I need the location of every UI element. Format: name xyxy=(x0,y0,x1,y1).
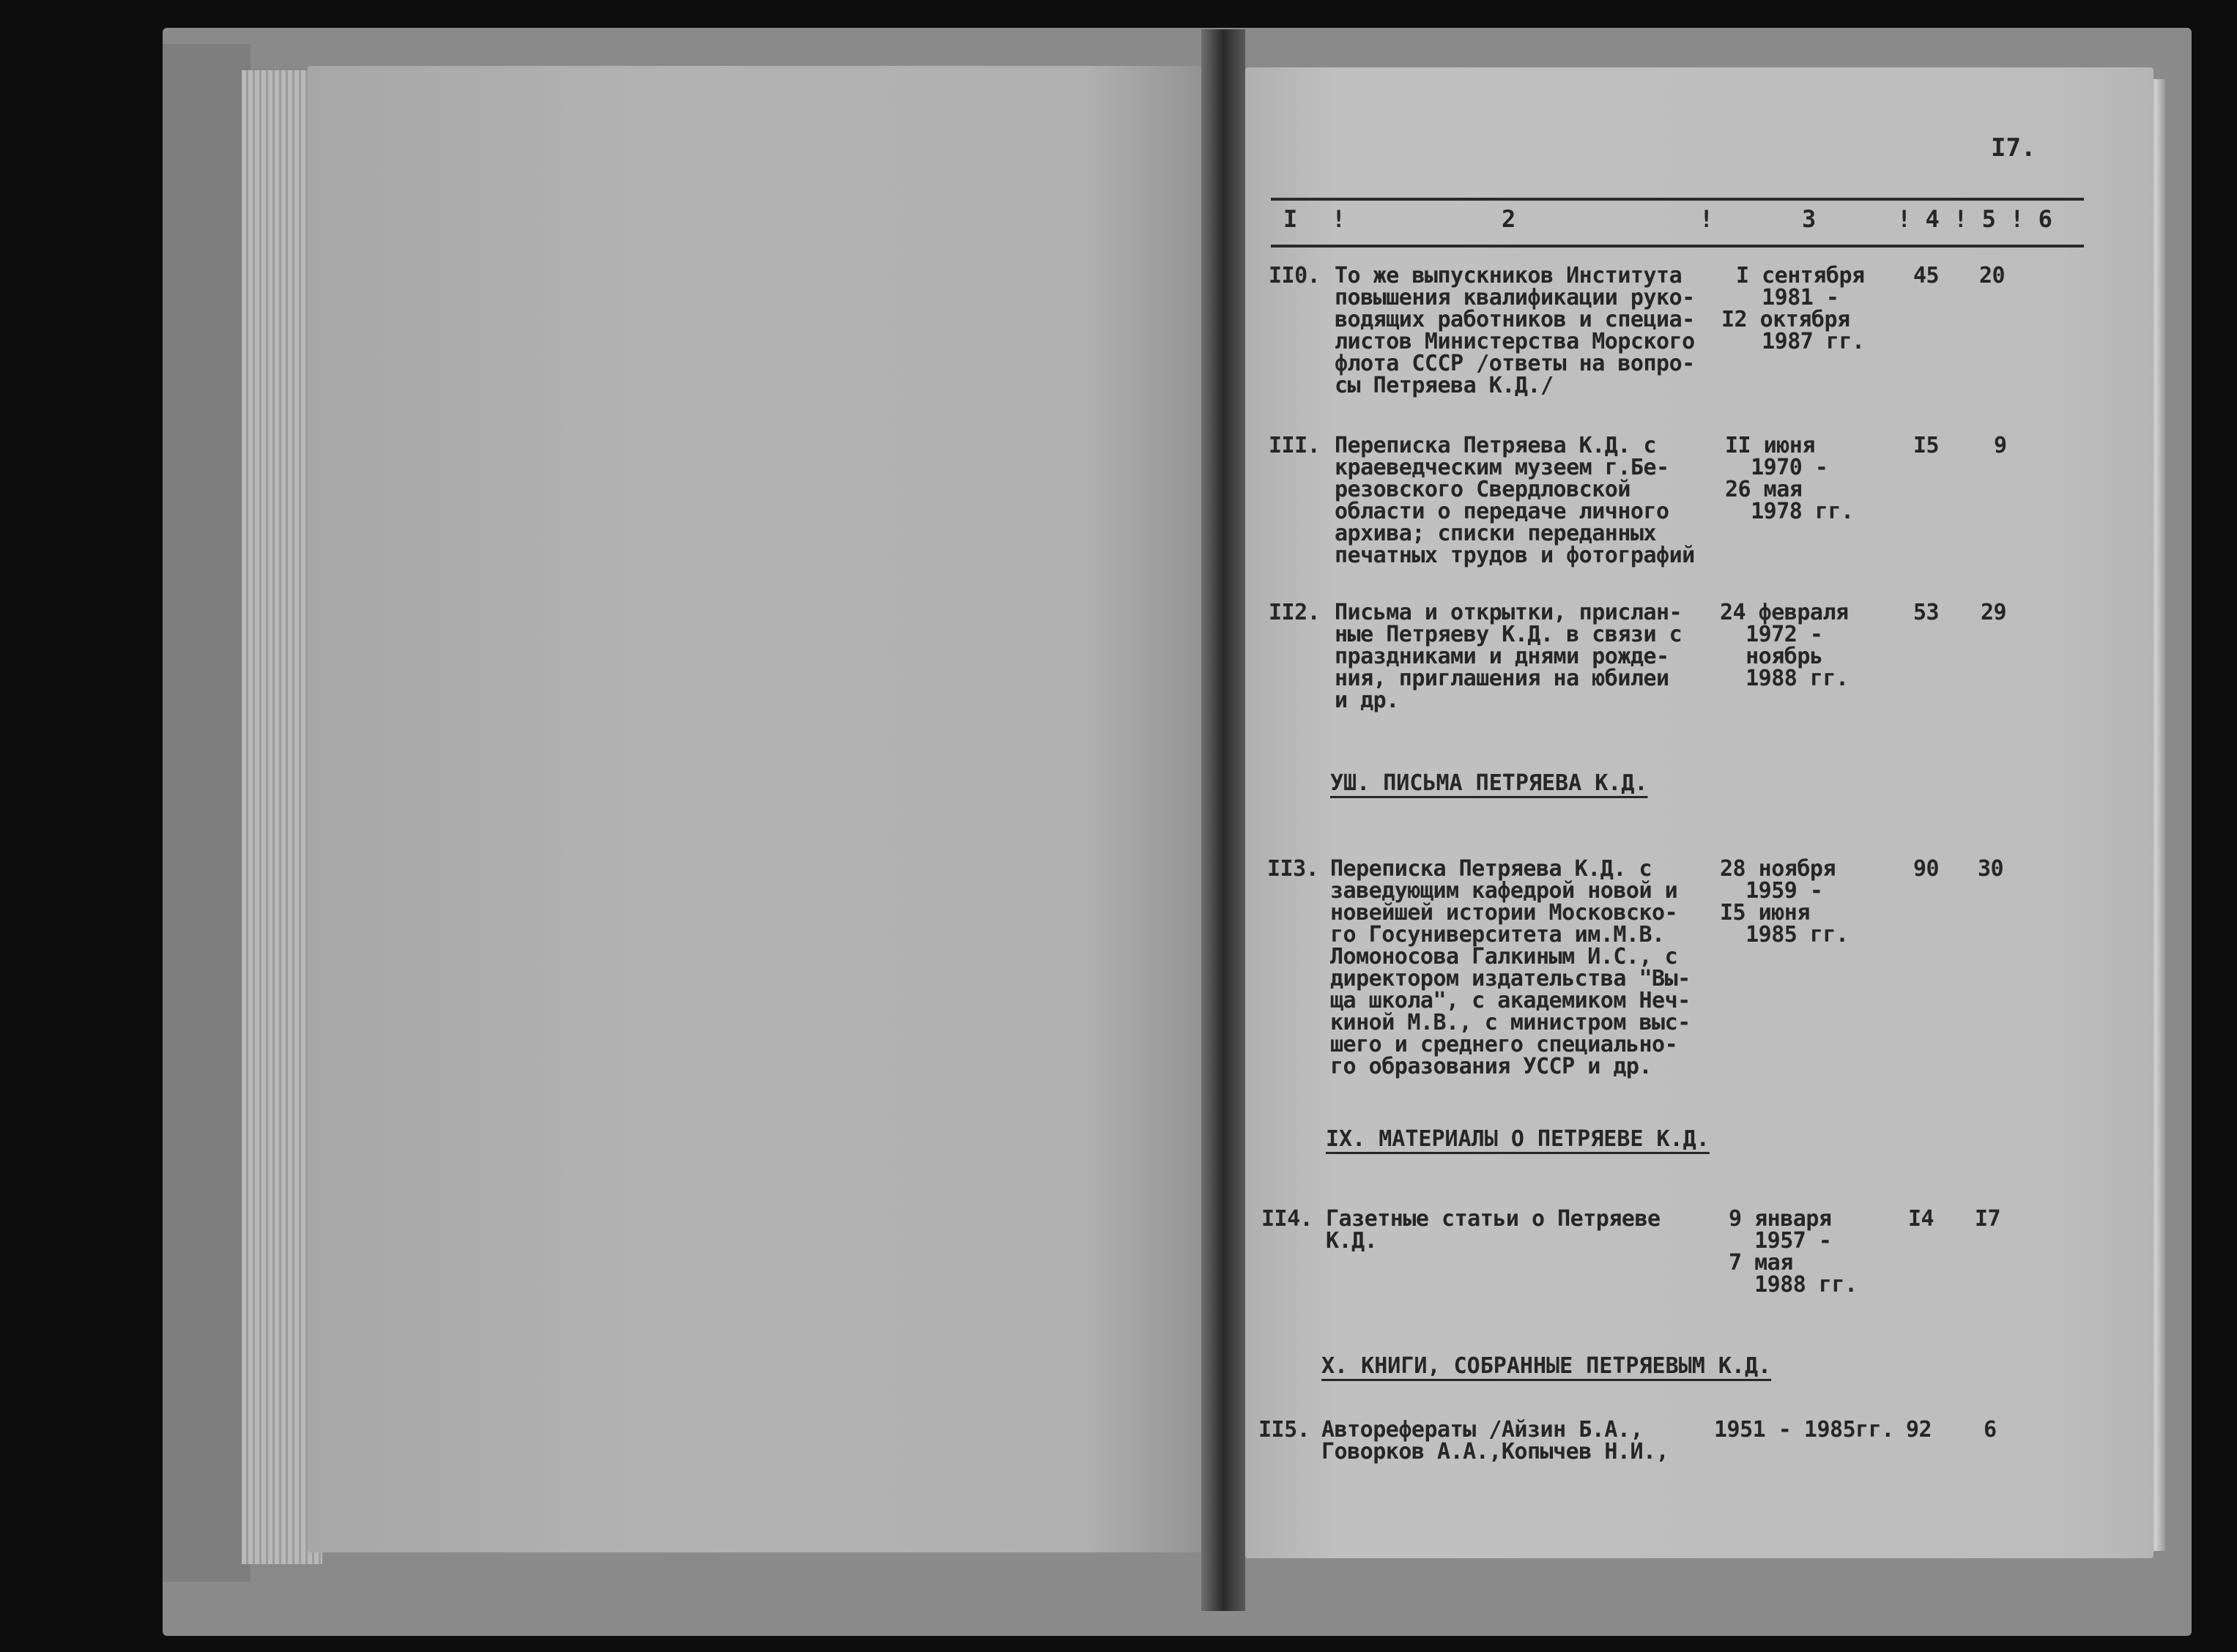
entry-col-4: 92 xyxy=(1906,1417,1932,1443)
entry-col-4: 45 xyxy=(1913,263,1940,289)
entry-col-5: 9 xyxy=(1994,433,2007,458)
entry-description-line: ные Петряеву К.Д. в связи с xyxy=(1335,622,1683,647)
header-col-1: I xyxy=(1283,205,1298,233)
header-col-2: 2 xyxy=(1502,205,1516,233)
cover-edge xyxy=(163,44,251,1582)
page-number: I7. xyxy=(1991,133,2036,163)
entry-description-line: Переписка Петряева К.Д. с xyxy=(1335,433,1657,458)
entry-description-line: шего и среднего специально- xyxy=(1330,1032,1678,1057)
entry-number: III. xyxy=(1269,433,1321,458)
table-header-rule-top xyxy=(1271,198,2084,201)
entry-date-line: ноябрь xyxy=(1720,644,1823,669)
entry-col-5: 30 xyxy=(1978,856,2004,882)
entry-description-line: краеведческим музеем г.Бе- xyxy=(1335,455,1669,480)
header-separator: ! xyxy=(1699,205,1714,233)
entry-col-4: I4 xyxy=(1908,1206,1934,1232)
entry-description-line: сы Петряева К.Д./ xyxy=(1335,373,1554,398)
entry-date-line: 1972 - xyxy=(1720,622,1823,647)
entry-description-line: резовского Свердловской xyxy=(1335,477,1631,502)
entry-date-line: 1987 гг. xyxy=(1736,329,1865,354)
entry-date-line: 1957 - xyxy=(1729,1228,1832,1254)
entry-col-5: 20 xyxy=(1979,263,2006,289)
entry-date-line: 1981 - xyxy=(1736,285,1839,310)
entry-description-line: архива; списки переданных xyxy=(1335,521,1657,546)
entry-description-line: области о передаче личного xyxy=(1335,499,1669,524)
entry-date-line: 1988 гг. xyxy=(1729,1272,1858,1298)
entry-date-line: 7 мая xyxy=(1729,1250,1793,1276)
entry-description-line: ния, приглашения на юбилеи xyxy=(1335,666,1669,691)
entry-date-line: 24 февраля xyxy=(1720,600,1849,625)
entry-description-line: флота СССР /ответы на вопро- xyxy=(1335,351,1695,376)
entry-col-5: I7 xyxy=(1975,1206,2001,1232)
entry-description-line: водящих работников и специа- xyxy=(1335,307,1695,332)
entry-date-line: 1951 - 1985гг. xyxy=(1714,1417,1894,1443)
book-spine xyxy=(1201,29,1245,1611)
section-heading: X. КНИГИ, СОБРАННЫЕ ПЕТРЯЕВЫМ К.Д. xyxy=(1321,1353,1772,1379)
entry-description-line: Письма и открытки, прислан- xyxy=(1335,600,1683,625)
header-col-3: 3 xyxy=(1802,205,1817,233)
entry-description-line: Говорков А.А.,Копычев Н.И., xyxy=(1321,1439,1669,1465)
entry-date-line: 1959 - xyxy=(1720,878,1823,904)
left-blank-page xyxy=(308,66,1223,1552)
entry-date-line: II июня xyxy=(1725,433,1815,458)
entry-date-line: 1988 гг. xyxy=(1720,666,1849,691)
entry-description-line: го образования УССР и др. xyxy=(1330,1054,1652,1079)
section-heading: IX. МАТЕРИАЛЫ О ПЕТРЯЕВЕ К.Д. xyxy=(1326,1126,1710,1152)
entry-col-5: 6 xyxy=(1984,1417,1997,1443)
section-heading: УШ. ПИСЬМА ПЕТРЯЕВА К.Д. xyxy=(1330,770,1648,796)
entry-description-line: новейшей истории Московско- xyxy=(1330,900,1678,926)
header-cols-4-5-6: ! 4 ! 5 ! 6 xyxy=(1897,205,2052,233)
entry-number: II3. xyxy=(1267,856,1319,882)
entry-number: II2. xyxy=(1269,600,1321,625)
right-document-page xyxy=(1245,67,2153,1558)
entry-description-line: Газетные статьи о Петряеве xyxy=(1326,1206,1661,1232)
entry-date-line: 9 января xyxy=(1729,1206,1832,1232)
entry-description-line: повышения квалификации руко- xyxy=(1335,285,1695,310)
entry-date-line: 26 мая xyxy=(1725,477,1803,502)
table-header-rule-bottom xyxy=(1271,245,2084,248)
entry-description-line: листов Министерства Морского xyxy=(1335,329,1695,354)
entry-description-line: праздниками и днями рожде- xyxy=(1335,644,1669,669)
entry-date-line: 1978 гг. xyxy=(1725,499,1854,524)
entry-description-line: То же выпускников Института xyxy=(1335,263,1683,289)
entry-date-line: 1970 - xyxy=(1725,455,1828,480)
entry-number: II5. xyxy=(1258,1417,1310,1443)
entry-description-line: киной М.В., с министром выс- xyxy=(1330,1010,1691,1035)
entry-description-line: Ломоносова Галкиным И.С., с xyxy=(1330,944,1678,970)
entry-col-4: 53 xyxy=(1913,600,1940,625)
entry-date-line: I2 октября xyxy=(1721,307,1850,332)
entry-description-line: го Госуниверситета им.М.В. xyxy=(1330,922,1665,948)
entry-number: II4. xyxy=(1261,1206,1313,1232)
entry-date-line: I сентября xyxy=(1736,263,1865,289)
header-separator: ! xyxy=(1332,205,1346,233)
entry-description-line: директором издательства "Вы- xyxy=(1330,966,1691,991)
entry-description-line: Авторефераты /Айзин Б.А., xyxy=(1321,1417,1644,1443)
entry-description-line: заведующим кафедрой новой и xyxy=(1330,878,1678,904)
entry-description-line: Переписка Петряева К.Д. с xyxy=(1330,856,1652,882)
entry-description-line: и др. xyxy=(1335,688,1399,713)
entry-date-line: 28 ноября xyxy=(1720,856,1836,882)
entry-date-line: 1985 гг. xyxy=(1720,922,1849,948)
entry-col-4: I5 xyxy=(1913,433,1940,458)
entry-col-5: 29 xyxy=(1981,600,2007,625)
entry-description-line: К.Д. xyxy=(1326,1228,1378,1254)
entry-description-line: ща школа", с академиком Неч- xyxy=(1330,988,1691,1013)
entry-description-line: печатных трудов и фотографий xyxy=(1335,543,1695,568)
entry-date-line: I5 июня xyxy=(1720,900,1810,926)
entry-col-4: 90 xyxy=(1913,856,1940,882)
entry-number: II0. xyxy=(1269,263,1321,289)
